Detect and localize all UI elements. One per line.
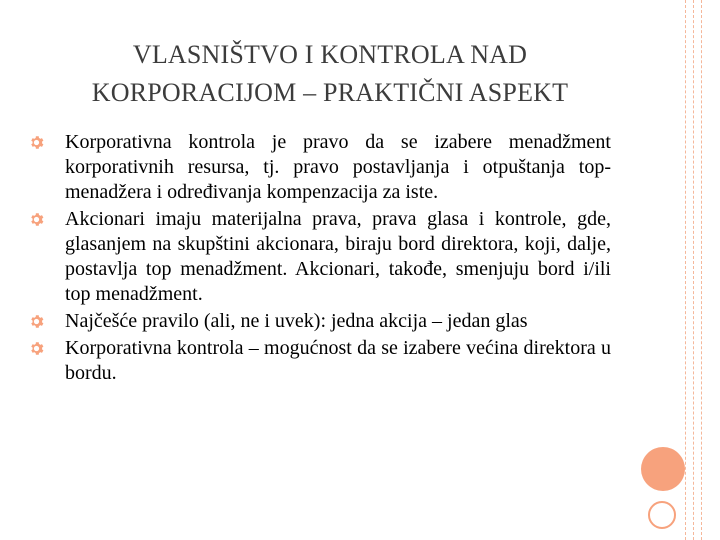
bullet-item <box>28 130 611 205</box>
gear-icon <box>29 135 44 150</box>
slide-title-line-1: VLASNIŠTVO I KONTROLA NAD <box>132 40 528 69</box>
decorative-dash-line <box>701 0 702 540</box>
decorative-ring <box>648 501 676 529</box>
bullet-text: Akcionari imaju materijalna prava, prava glasa i kontrole, gde, glasanjem na skupštini akcionara, biraju bord direktora, koji, dalje, postavlja top menadžment. Akcionari, takođe, smenjuju bord i/ili top menadžment. <box>65 208 611 305</box>
decorative-dash-line <box>693 0 694 540</box>
slide-title-line-2: KORPORACIJOM – PRAKTIČNI ASPEKT <box>91 78 569 107</box>
bullet-text: Najčešće pravilo (ali, ne i uvek): jedna akcija – jedan glas <box>65 310 528 332</box>
bullet-item <box>28 309 611 334</box>
bullet-item <box>28 336 611 386</box>
bullet-text: Korporativna kontrola je pravo da se izabere menadžment korporativnih resursa, tj. pravo postavljanja i otpuštanja top-menadžera i određivanja kompenzacija za iste. <box>65 131 611 203</box>
gear-icon <box>29 212 44 227</box>
gear-icon <box>29 341 44 356</box>
bullet-text: Korporativna kontrola – mogućnost da se izabere većina direktora u bordu. <box>65 337 611 384</box>
decorative-circle <box>641 447 685 491</box>
bullet-item <box>28 207 611 307</box>
bullet-list <box>28 130 611 388</box>
gear-icon <box>29 314 44 329</box>
decorative-dash-line <box>685 0 686 540</box>
slide-title <box>30 36 630 112</box>
